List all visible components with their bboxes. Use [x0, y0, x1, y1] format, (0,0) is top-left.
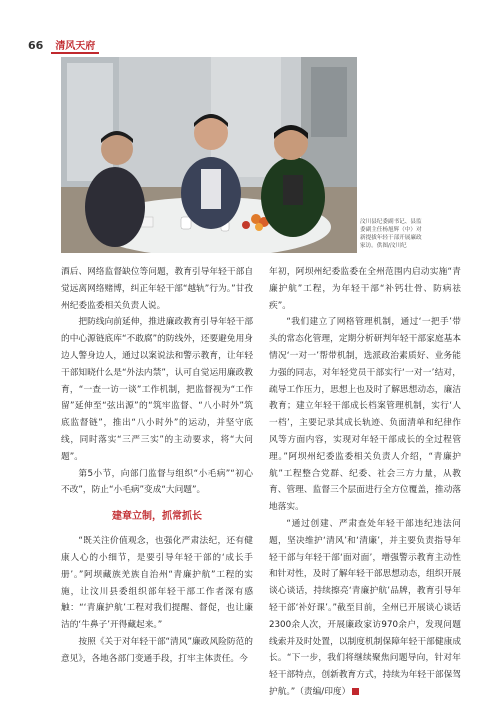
paragraph: “既关注价值观念，也强化严肃法纪，还有健康人心的小细节，是要引导年轻干部的‘成长手册’。”阿坝藏族羌族自治州“青廉护航”工程的实施，让汶川县委组织部年轻干部工作者深有感触：“‘青廉护航’工程对我们提醒、督促，也让廉洁的‘牛鼻子’开得藏起来。”: [61, 536, 253, 631]
page-header: [28, 38, 99, 52]
left-column: [61, 264, 253, 668]
page-number: 66: [28, 38, 44, 52]
caption-line: 委副主任杨旭辉（中）对: [360, 227, 422, 233]
paragraph: 年初，阿坝州纪委监委在全州范围内启动实施“青廉护航”工程，为年轻干部“补钙壮骨、防病祛疾”。: [269, 267, 461, 311]
section-title: 清风天府: [51, 37, 99, 54]
paragraph-text: “通过创建、严肃查处年轻干部违纪违法问题，坚决维护‘清风’和‘清廉’，并主要负责指导年轻干部与年轻干部‘面对面’，增强警示教育主动性和针对性，及时了解年轻干部思想动态，组织开展谈心谈话，持续擦亮‘青廉护航’品牌，教育引导年轻干部‘补好课’。”截至目前，全州已开展谈心谈话2300余人次，开展廉政家访970余户，发现问题线索并及时处置，以制度机制保障年轻干部健康成长。“下一步，我们将继续聚焦问题导向，针对年轻干部特点，创新教育方式，持续为年轻干部保驾护航。”（责编/印度）: [269, 518, 461, 697]
photo-illustration: [61, 57, 357, 253]
paragraph: 按照《关于对年轻干部“清风”廉政风险防范的意见》，各地各部门变通手段，打牢主体责任。今: [61, 636, 253, 664]
caption-line: 汶川县纪委副书记、县监: [360, 219, 422, 225]
photo-caption: [360, 218, 468, 250]
article-photo: [61, 57, 357, 253]
caption-line: 新提拔年轻干部开展廉政: [360, 235, 422, 241]
paragraph-last: [269, 516, 461, 701]
paragraph: “我们建立了网格管理机制，通过‘一把手’带头的常态化管理，定期分析研判年轻干部家庭基本情况‘一对一’帮带机制，选派政治素质好、业务能力强的同志，对年轻党员干部实行‘一对一’结对，疏导工作压力，思想上也及时了解思想动态，廉洁教育；建立年轻干部成长档案管理机制，实行‘人一档’，主要记录其成长轨迹、负面清单和纪律作风等方面内容，实现对年轻干部成长的全过程管理。”阿坝州纪委监委相关负责人介绍，“青廉护航”工程整合党群、纪委、社会三方力量，从教育、管理、监督三个层面进行全方位覆盖，推动落地落实。: [269, 317, 461, 513]
right-column: [269, 264, 461, 701]
end-mark-icon: [352, 688, 359, 695]
subheading: 建章立制，抓常抓长: [112, 511, 202, 523]
paragraph: 酒后、网络监督缺位等问题，教育引导年轻干部自觉远离网络赌博，纠正年轻干部“越轨”行为。”甘孜州纪委监委相关负责人说。: [61, 267, 253, 311]
paragraph: 第5小节，向部门监督与组织“小毛病”“初心不改”，防止“小毛病”变成“大问题”。: [61, 468, 253, 496]
caption-line: 家访。供图/汶川纪: [360, 243, 407, 249]
paragraph: 把防线向前延伸，推进廉政教育引导年轻干部的中心源链底库“不敢腐”的防线外，还要避免用身边人警身边人，通过以案说法和警示教育，让年轻干部知晓什么是“外法内禁”，认可自觉运用廉政教育，“一查一访一谈”工作机制，把监督视为“工作留”延伸至“弦出源”的“筑牢监督、“八小时外”筑底监督链”，推出“八小时外”的运动，并坚守底线，同时落实“三严三实”的主动要求，将“大问题”。: [61, 317, 253, 462]
